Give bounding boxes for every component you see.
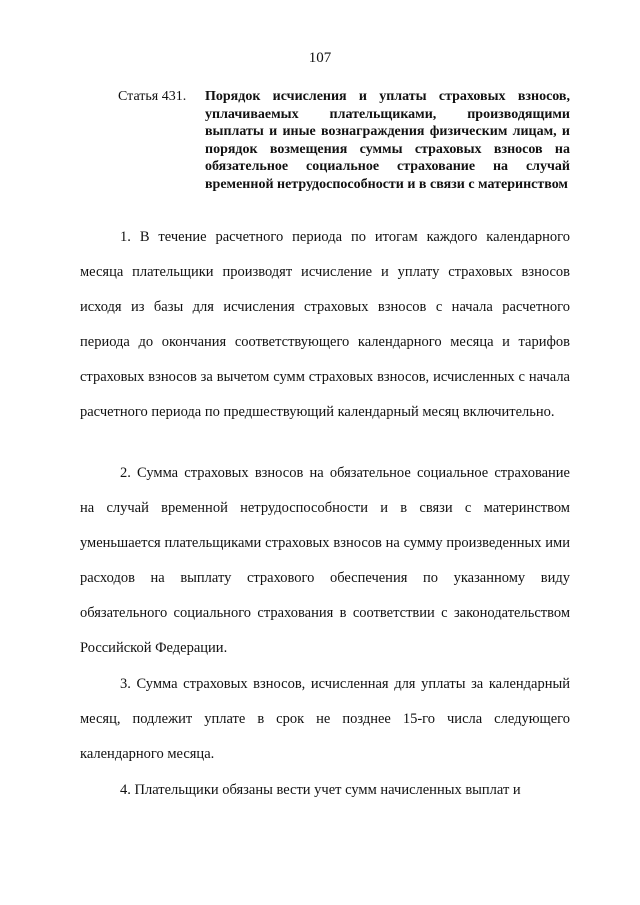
paragraph-2	[80, 456, 570, 666]
paragraph-4	[80, 773, 570, 808]
article-title: Порядок исчисления и уплаты страховых взносов, уплачиваемых плательщиками, производящими выплаты и иные вознаграждения физическим лицам, и порядок возмещения суммы страховых взносов на обязательное социальное страхование на случай временной нетрудоспособности и в связи с материнством	[205, 89, 570, 192]
paragraph-2-text: 2. Сумма страховых взносов на обязательное социальное страхование на случай временной нетрудоспособности и в связи с материнством уменьшается плательщиками страховых взносов на сумму произведенных ими расходов на выплату страхового обеспечения по указанному виду обязательного социального страхования в соответствии с законодательством Российской Федерации.	[80, 465, 570, 656]
paragraph-4-text: 4. Плательщики обязаны вести учет сумм начисленных выплат и	[120, 782, 521, 798]
article-label: Статья 431.	[118, 89, 187, 104]
paragraph-3-text: 3. Сумма страховых взносов, исчисленная для уплаты за календарный месяц, подлежит уплате в срок не позднее 15-го числа следующего календарного месяца.	[80, 676, 570, 762]
page-number: 107	[308, 50, 332, 66]
paragraph-1-text: 1. В течение расчетного периода по итогам каждого календарного месяца плательщики производят исчисление и уплату страховых взносов исходя из базы для исчисления страховых взносов с начала расчетного периода до окончания соответствующего календарного месяца и тарифов страховых взносов за вычетом сумм страховых взносов, исчисленных с начала расчетного периода по предшествующий календарный месяц включительно.	[80, 229, 570, 420]
paragraph-1	[80, 220, 570, 430]
article-heading	[118, 88, 570, 193]
paragraph-3	[80, 667, 570, 772]
